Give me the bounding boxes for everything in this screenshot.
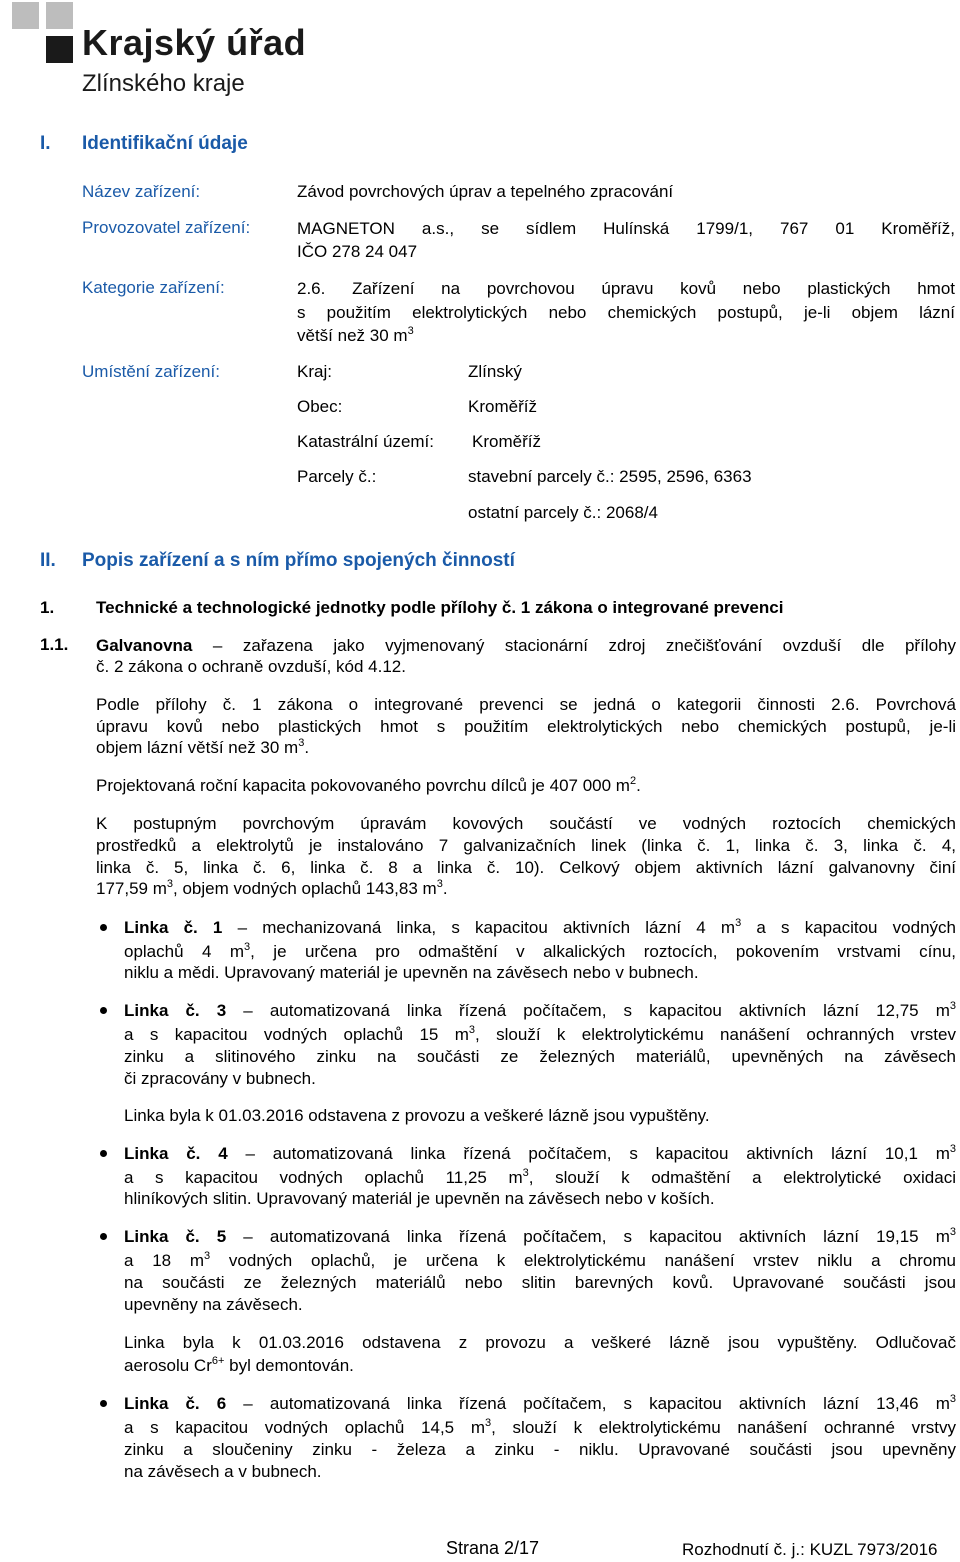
linka-1-line3: niklu a mědi. Upravovaný materiál je upevněn na závěsech nebo v bubnech.: [124, 963, 699, 982]
region-value: Zlínský: [468, 362, 522, 381]
linka-5-line1: Linka č. 5 – automatizovaná linka řízená počítačem, s kapacitou aktivních lázní 19,15 $m^3$: [124, 1226, 956, 1246]
category-label: Kategorie zařízení:: [82, 278, 225, 297]
operator-line1: MAGNETON a.s., se sídlem Hulínská 1799/1, 767 01 Kroměříž,: [297, 219, 955, 238]
subsection-number: 1.1.: [40, 635, 69, 654]
category-line3: větší než 30 $m^3$: [297, 325, 414, 345]
parcels-other: ostatní parcely č.: 2068/4: [468, 503, 658, 522]
name-value: Závod povrchových úprav a tepelného zpracování: [297, 182, 674, 201]
location-label: Umístění zařízení:: [82, 362, 220, 381]
linka-5-note1: Linka byla k 01.03.2016 odstavena z provozu a veškeré lázně jsou vypuštěny. Odlučovač: [124, 1333, 956, 1352]
linka-6-line3: zinku a sloučeniny zinku - železa a zinku - niklu. Upravované součásti jsou upevněny: [124, 1440, 956, 1459]
galvanovna-line1: Galvanovna – zařazena jako vyjmenovaný stacionární zdroj znečišťování ovzduší dle přílohy: [96, 636, 956, 655]
paragraph-line: linka č. 5, linka č. 6, linka č. 8 a linka č. 10). Celkový objem aktivních lázní galvanovny činí: [96, 858, 956, 877]
cadastral-value: Kroměříž: [472, 432, 541, 451]
bullet-icon: [100, 1400, 107, 1407]
name-label: Název zařízení:: [82, 182, 201, 201]
logo-title: Krajský úřad: [82, 22, 307, 63]
logo-square-icon: [12, 2, 39, 29]
linka-4-line3: hliníkových slitin. Upravovaný materiál je upevněn na závěsech nebo v koších.: [124, 1189, 715, 1208]
parcels-building: stavební parcely č.: 2595, 2596, 6363: [468, 467, 752, 486]
linka-4-line1: Linka č. 4 – automatizovaná linka řízená počítačem, s kapacitou aktivních lázní 10,1 $m^3$: [124, 1143, 956, 1163]
bullet-icon: [100, 1007, 107, 1014]
region-label: Kraj:: [297, 362, 332, 381]
bullet-icon: [100, 1233, 107, 1240]
paragraph-line: Podle přílohy č. 1 zákona o integrované prevenci se jedná o kategorii činnosti 2.6. Povrchová: [96, 695, 956, 714]
section-number: II.: [40, 550, 56, 571]
logo: [12, 2, 312, 102]
linka-3-line3: zinku a slitinového zinku na součásti ze železných materiálů, upevněných na závěsech: [124, 1047, 956, 1066]
page-number: Strana 2/17: [446, 1538, 540, 1558]
linka-3-line4: či zpracovány v bubnech.: [124, 1069, 316, 1088]
linka-6-line2: a s kapacitou vodných oplachů 14,5 $m^3$, slouží k elektrolytickému nanášení ochranné vrstvy: [124, 1417, 956, 1437]
town-value: Kroměříž: [468, 397, 537, 416]
linka-5-line2: a 18 $m^3$ vodných oplachů, je určena k elektrolytickému nanášení vrstev niklu a chromu: [124, 1250, 956, 1270]
paragraph-line: objem lázní větší než 30 $m^3$.: [96, 737, 310, 757]
bullet-icon: [100, 1150, 107, 1157]
paragraph-line: prostředků a elektrolytů je instalováno 7 galvanizačních linek (linka č. 1, linka č. 3, linka č. 4,: [96, 836, 956, 855]
logo-subtitle: Zlínského kraje: [82, 70, 245, 97]
subsection-number: 1.: [40, 598, 55, 617]
linka-1-line2: oplachů 4 $m^3$, je určena pro odmaštění v alkalických roztocích, pokovením vrstvami cínu,: [124, 941, 956, 961]
section-title: Popis zařízení a s ním přímo spojených činností: [82, 550, 515, 571]
operator-line2: IČO 278 24 047: [297, 242, 418, 261]
bullet-icon: [100, 924, 107, 931]
linka-6-line4: na závěsech a v bubnech.: [124, 1462, 322, 1481]
linka-4-line2: a s kapacitou vodných oplachů 11,25 $m^3$, slouží k odmaštění a elektrolytické oxidaci: [124, 1167, 956, 1187]
linka-3-note: Linka byla k 01.03.2016 odstavena z provozu a veškeré lázně jsou vypuštěny.: [124, 1106, 710, 1125]
paragraph-line: K postupným povrchovým úpravám kovových součástí ve vodných roztocích chemických: [96, 814, 956, 833]
parcels-label: Parcely č.:: [297, 467, 377, 486]
cadastral-label: Katastrální území:: [297, 432, 435, 451]
linka-1-line1: Linka č. 1 – mechanizovaná linka, s kapacitou aktivních lázní 4 $m^3$ a s kapacitou vodných: [124, 917, 956, 937]
linka-6-line1: Linka č. 6 – automatizovaná linka řízená počítačem, s kapacitou aktivních lázní 13,46 $m^3$: [124, 1393, 956, 1413]
linka-5-line4: upevněny na závěsech.: [124, 1295, 303, 1314]
linka-5-line3: na součásti ze železných materiálů nebo slitin barevných kovů. Upravované součásti jsou: [124, 1273, 956, 1292]
galvanovna-line2: č. 2 zákona o ochraně ovzduší, kód 4.12.: [96, 657, 406, 676]
linka-5-note2: aerosolu $Cr^{6+}$ byl demontován.: [124, 1355, 354, 1375]
paragraph-line: úpravu kovů nebo plastických hmot s použitím elektrolytických nebo chemických postupů, je-li: [96, 717, 956, 736]
paragraph-line: 177,59 $m^3$, objem vodných oplachů 143,83 $m^3$.: [96, 878, 448, 898]
section-number: I.: [40, 133, 51, 154]
logo-square-icon: [46, 36, 73, 63]
category-line1: 2.6. Zařízení na povrchovou úpravu kovů nebo plastických hmot: [297, 279, 955, 298]
logo-square-icon: [46, 2, 73, 29]
linka-3-line1: Linka č. 3 – automatizovaná linka řízená počítačem, s kapacitou aktivních lázní 12,75 $m^3$: [124, 1000, 956, 1020]
linka-3-line2: a s kapacitou vodných oplachů 15 $m^3$, slouží k elektrolytickému nanášení ochranných vrstev: [124, 1024, 956, 1044]
category-line2: s použitím elektrolytických nebo chemických postupů, je-li objem lázní: [297, 303, 955, 322]
section-title: Identifikační údaje: [82, 133, 248, 154]
operator-label: Provozovatel zařízení:: [82, 218, 251, 237]
subsection-title: Technické a technologické jednotky podle přílohy č. 1 zákona o integrované prevenci: [96, 598, 784, 617]
town-label: Obec:: [297, 397, 343, 416]
capacity-paragraph: Projektovaná roční kapacita pokovovaného povrchu dílců je 407 000 $m^2$.: [96, 775, 641, 795]
document-reference: Rozhodnutí č. j.: KUZL 7973/2016: [682, 1540, 938, 1559]
